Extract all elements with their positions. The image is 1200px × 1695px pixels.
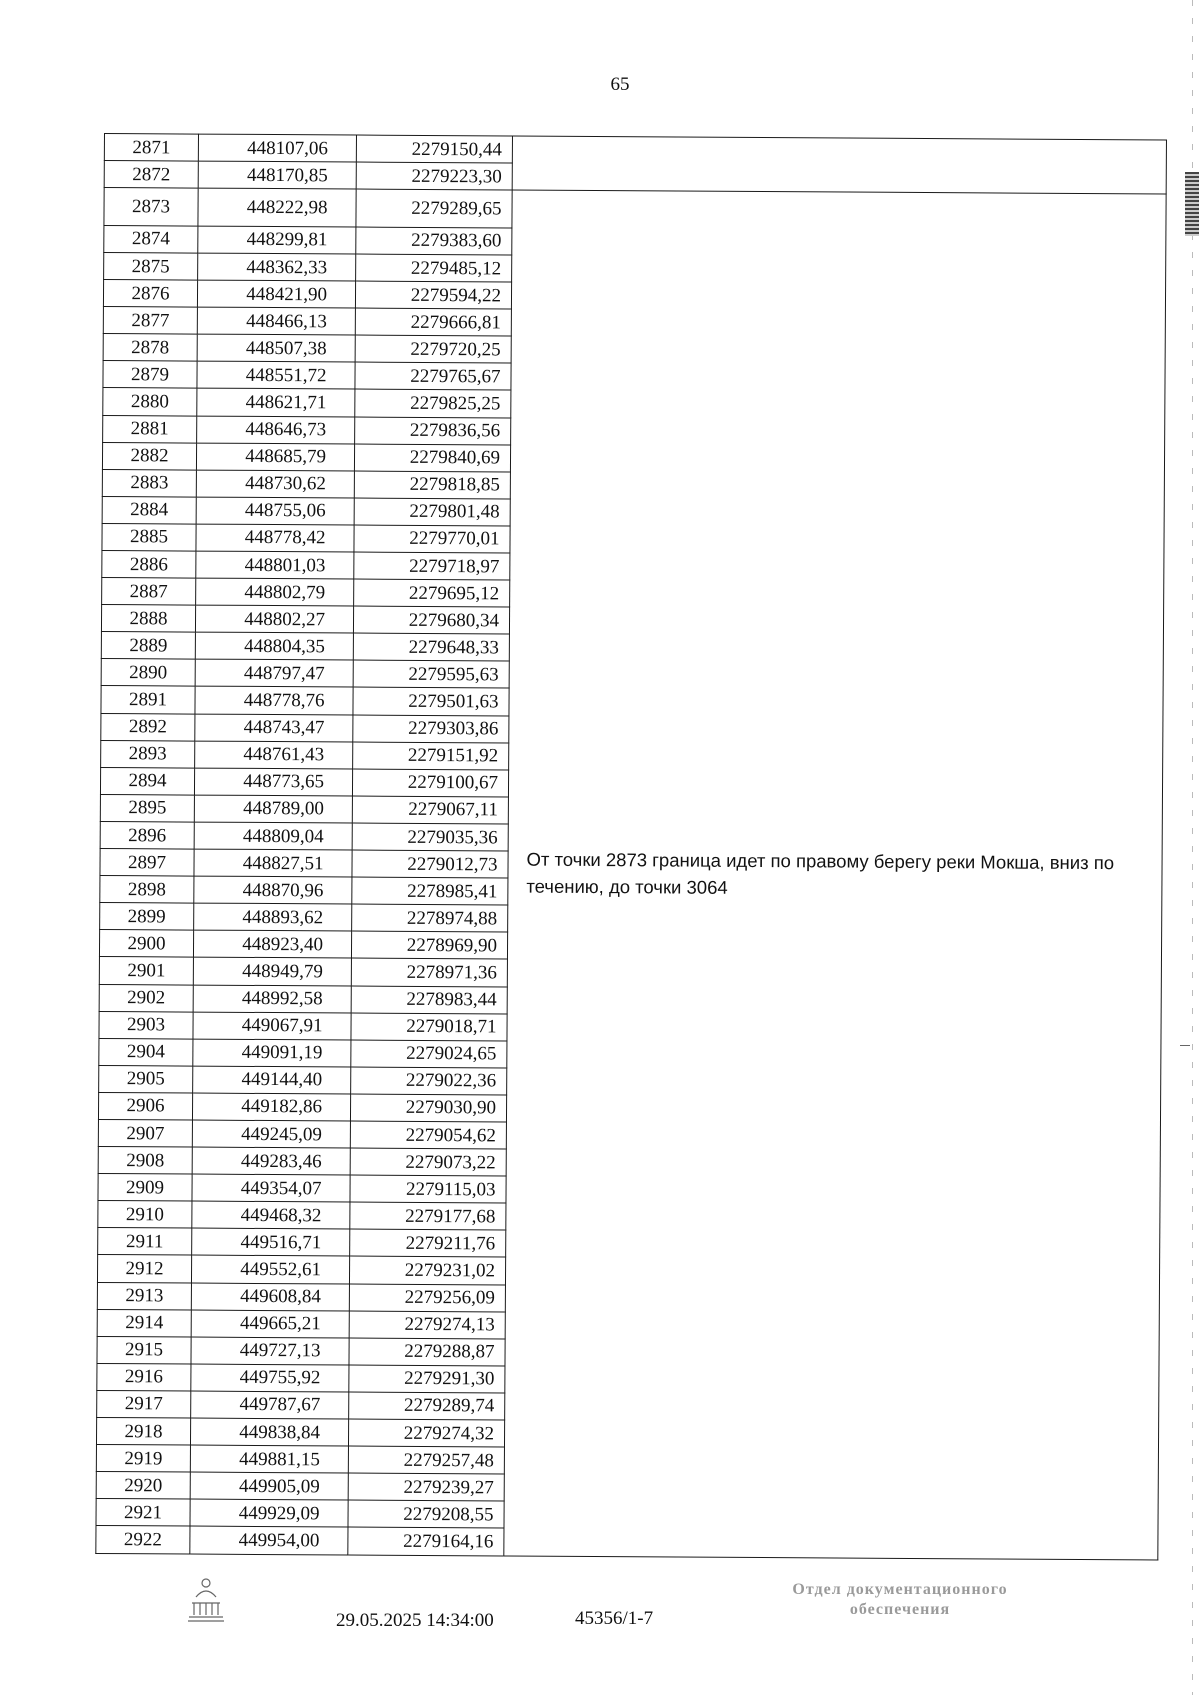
- y-coordinate-cell: 2279648,33: [353, 633, 509, 661]
- y-coordinate-cell: 2279239,27: [348, 1473, 504, 1501]
- stamp-line-2: обеспечения: [849, 1601, 951, 1618]
- point-number-cell: 2874: [104, 225, 198, 253]
- y-coordinate-cell: 2279818,85: [354, 471, 510, 499]
- department-stamp: [770, 1580, 1030, 1620]
- empty-description-cell: [512, 136, 1166, 194]
- x-coordinate-cell: 449182,86: [192, 1093, 350, 1121]
- x-coordinate-cell: 448801,03: [196, 551, 354, 579]
- scan-margin-mark: [1185, 172, 1199, 236]
- x-coordinate-cell: 448802,27: [195, 605, 353, 633]
- x-coordinate-cell: 449516,71: [192, 1228, 350, 1256]
- x-coordinate-cell: 448646,73: [197, 416, 355, 444]
- y-coordinate-cell: 2279840,69: [354, 444, 510, 472]
- y-coordinate-cell: 2279291,30: [349, 1365, 505, 1393]
- point-number-cell: 2877: [103, 307, 197, 335]
- point-number-cell: 2872: [104, 161, 198, 189]
- y-coordinate-cell: 2279594,22: [355, 281, 511, 309]
- y-coordinate-cell: 2279151,92: [353, 742, 509, 770]
- y-coordinate-cell: 2279501,63: [353, 688, 509, 716]
- y-coordinate-cell: 2279067,11: [352, 796, 508, 824]
- x-coordinate-cell: 448551,72: [197, 361, 355, 389]
- x-coordinate-cell: 449245,09: [192, 1120, 350, 1148]
- point-number-cell: 2900: [99, 930, 193, 958]
- point-number-cell: 2906: [98, 1092, 192, 1120]
- coordinates-table: [95, 133, 1167, 1560]
- y-coordinate-cell: 2279100,67: [352, 769, 508, 797]
- point-number-cell: 2907: [98, 1119, 192, 1147]
- y-coordinate-cell: 2279289,74: [349, 1392, 505, 1420]
- x-coordinate-cell: 449552,61: [191, 1256, 349, 1284]
- point-number-cell: 2880: [103, 388, 197, 416]
- y-coordinate-cell: 2278969,90: [351, 931, 507, 959]
- point-number-cell: 2909: [98, 1174, 192, 1202]
- point-number-cell: 2908: [98, 1147, 192, 1175]
- y-coordinate-cell: 2279720,25: [355, 335, 511, 363]
- coordinates-table-body: [96, 134, 1167, 1560]
- y-coordinate-cell: 2279018,71: [351, 1013, 507, 1041]
- y-coordinate-cell: 2278971,36: [351, 958, 507, 986]
- x-coordinate-cell: 448685,79: [196, 443, 354, 471]
- x-coordinate-cell: 448507,38: [197, 334, 355, 362]
- point-number-cell: 2918: [96, 1417, 190, 1445]
- x-coordinate-cell: 448743,47: [195, 714, 353, 742]
- x-coordinate-cell: 448870,96: [194, 876, 352, 904]
- point-number-cell: 2887: [102, 578, 196, 606]
- y-coordinate-cell: 2279289,65: [356, 189, 512, 228]
- stamp-line-1: Отдел документационного: [792, 1581, 1008, 1598]
- x-coordinate-cell: 448893,62: [194, 903, 352, 931]
- x-coordinate-cell: 449787,67: [191, 1391, 349, 1419]
- y-coordinate-cell: 2279666,81: [355, 308, 511, 336]
- y-coordinate-cell: 2279836,56: [355, 417, 511, 445]
- point-number-cell: 2889: [101, 632, 195, 660]
- point-number-cell: 2871: [104, 134, 198, 162]
- table-row: [104, 188, 1166, 232]
- x-coordinate-cell: 448421,90: [197, 280, 355, 308]
- x-coordinate-cell: 449144,40: [193, 1066, 351, 1094]
- y-coordinate-cell: 2279765,67: [355, 362, 511, 390]
- y-coordinate-cell: 2279695,12: [354, 579, 510, 607]
- point-number-cell: 2888: [101, 605, 195, 633]
- x-coordinate-cell: 448827,51: [194, 849, 352, 877]
- y-coordinate-cell: 2279825,25: [355, 389, 511, 417]
- point-number-cell: 2916: [97, 1363, 191, 1391]
- y-coordinate-cell: 2279223,30: [356, 162, 512, 190]
- scan-margin-tick: [1180, 1045, 1190, 1046]
- point-number-cell: 2890: [101, 659, 195, 687]
- x-coordinate-cell: 448797,47: [195, 659, 353, 687]
- y-coordinate-cell: 2279177,68: [350, 1202, 506, 1230]
- point-number-cell: 2879: [103, 361, 197, 389]
- x-coordinate-cell: 448789,00: [194, 795, 352, 823]
- y-coordinate-cell: 2279383,60: [356, 227, 512, 255]
- y-coordinate-cell: 2279256,09: [349, 1284, 505, 1312]
- y-coordinate-cell: 2279211,76: [350, 1229, 506, 1257]
- x-coordinate-cell: 449283,46: [192, 1147, 350, 1175]
- y-coordinate-cell: 2279164,16: [348, 1527, 504, 1556]
- boundary-description-cell: [504, 190, 1166, 1560]
- point-number-cell: 2905: [99, 1065, 193, 1093]
- x-coordinate-cell: 448362,33: [198, 253, 356, 281]
- point-number-cell: 2876: [103, 280, 197, 308]
- x-coordinate-cell: 449838,84: [190, 1418, 348, 1446]
- y-coordinate-cell: 2279680,34: [353, 606, 509, 634]
- x-coordinate-cell: 449755,92: [191, 1364, 349, 1392]
- x-coordinate-cell: 449881,15: [190, 1445, 348, 1473]
- y-coordinate-cell: 2279054,62: [350, 1121, 506, 1149]
- y-coordinate-cell: 2279288,87: [349, 1338, 505, 1366]
- x-coordinate-cell: 449727,13: [191, 1337, 349, 1365]
- y-coordinate-cell: 2279012,73: [352, 850, 508, 878]
- point-number-cell: 2884: [102, 496, 196, 524]
- x-coordinate-cell: 449067,91: [193, 1012, 351, 1040]
- x-coordinate-cell: 448621,71: [197, 389, 355, 417]
- x-coordinate-cell: 449091,19: [193, 1039, 351, 1067]
- x-coordinate-cell: 449929,09: [190, 1499, 348, 1527]
- y-coordinate-cell: 2279030,90: [350, 1094, 506, 1122]
- y-coordinate-cell: 2278983,44: [351, 986, 507, 1014]
- y-coordinate-cell: 2279231,02: [349, 1256, 505, 1284]
- point-number-cell: 2901: [99, 957, 193, 985]
- point-number-cell: 2922: [96, 1526, 190, 1554]
- x-coordinate-cell: 448755,06: [196, 497, 354, 525]
- point-number-cell: 2875: [104, 252, 198, 280]
- point-number-cell: 2920: [96, 1472, 190, 1500]
- point-number-cell: 2911: [98, 1228, 192, 1256]
- y-coordinate-cell: 2279485,12: [356, 254, 512, 282]
- point-number-cell: 2912: [97, 1255, 191, 1283]
- y-coordinate-cell: 2279035,36: [352, 823, 508, 851]
- office-logo-icon: [184, 1575, 228, 1623]
- y-coordinate-cell: 2279257,48: [348, 1446, 504, 1474]
- x-coordinate-cell: 448107,06: [198, 134, 356, 162]
- point-number-cell: 2915: [97, 1336, 191, 1364]
- point-number-cell: 2904: [99, 1038, 193, 1066]
- x-coordinate-cell: 448802,79: [196, 578, 354, 606]
- point-number-cell: 2878: [103, 334, 197, 362]
- x-coordinate-cell: 448992,58: [193, 985, 351, 1013]
- point-number-cell: 2919: [96, 1445, 190, 1473]
- point-number-cell: 2897: [100, 849, 194, 877]
- x-coordinate-cell: 448761,43: [195, 741, 353, 769]
- x-coordinate-cell: 448466,13: [197, 307, 355, 335]
- y-coordinate-cell: 2279073,22: [350, 1148, 506, 1176]
- point-number-cell: 2902: [99, 984, 193, 1012]
- boundary-description-text: От точки 2873 граница идет по правому берегу реки Мокша, вниз по течению, до точки 3064: [526, 848, 1115, 898]
- point-number-cell: 2921: [96, 1499, 190, 1527]
- point-number-cell: 2893: [101, 740, 195, 768]
- y-coordinate-cell: 2278985,41: [352, 877, 508, 905]
- coordinates-sheet: [95, 133, 1166, 1560]
- point-number-cell: 2873: [104, 188, 198, 226]
- point-number-cell: 2883: [102, 469, 196, 497]
- page-number: 65: [610, 74, 630, 95]
- x-coordinate-cell: 448222,98: [198, 188, 356, 227]
- y-coordinate-cell: 2279115,03: [350, 1175, 506, 1203]
- y-coordinate-cell: 2279024,65: [351, 1040, 507, 1068]
- x-coordinate-cell: 449468,32: [192, 1201, 350, 1229]
- point-number-cell: 2895: [100, 794, 194, 822]
- y-coordinate-cell: 2279303,86: [353, 715, 509, 743]
- point-number-cell: 2917: [97, 1390, 191, 1418]
- x-coordinate-cell: 448778,76: [195, 687, 353, 715]
- point-number-cell: 2898: [100, 876, 194, 904]
- point-number-cell: 2882: [102, 442, 196, 470]
- x-coordinate-cell: 448730,62: [196, 470, 354, 498]
- point-number-cell: 2899: [100, 903, 194, 931]
- point-number-cell: 2881: [103, 415, 197, 443]
- y-coordinate-cell: 2278974,88: [352, 904, 508, 932]
- x-coordinate-cell: 449608,84: [191, 1283, 349, 1311]
- y-coordinate-cell: 2279718,97: [354, 552, 510, 580]
- x-coordinate-cell: 448299,81: [198, 226, 356, 254]
- x-coordinate-cell: 449354,07: [192, 1174, 350, 1202]
- point-number-cell: 2886: [102, 551, 196, 579]
- y-coordinate-cell: 2279274,13: [349, 1311, 505, 1339]
- y-coordinate-cell: 2279274,32: [348, 1419, 504, 1447]
- point-number-cell: 2894: [100, 767, 194, 795]
- x-coordinate-cell: 448804,35: [195, 632, 353, 660]
- x-coordinate-cell: 449665,21: [191, 1310, 349, 1338]
- x-coordinate-cell: 448170,85: [198, 161, 356, 189]
- y-coordinate-cell: 2279801,48: [354, 498, 510, 526]
- x-coordinate-cell: 448949,79: [193, 957, 351, 985]
- y-coordinate-cell: 2279150,44: [356, 135, 512, 163]
- footer-doc-code: 45356/1-7: [575, 1608, 654, 1629]
- point-number-cell: 2891: [101, 686, 195, 714]
- point-number-cell: 2913: [97, 1282, 191, 1310]
- point-number-cell: 2896: [100, 821, 194, 849]
- scan-edge-line: [1192, 0, 1193, 1695]
- footer-date: 29.05.2025 14:34:00: [336, 1610, 494, 1631]
- y-coordinate-cell: 2279595,63: [353, 660, 509, 688]
- point-number-cell: 2885: [102, 523, 196, 551]
- x-coordinate-cell: 448809,04: [194, 822, 352, 850]
- point-number-cell: 2914: [97, 1309, 191, 1337]
- x-coordinate-cell: 448923,40: [193, 930, 351, 958]
- point-number-cell: 2892: [101, 713, 195, 741]
- y-coordinate-cell: 2279022,36: [351, 1067, 507, 1095]
- y-coordinate-cell: 2279770,01: [354, 525, 510, 553]
- point-number-cell: 2910: [98, 1201, 192, 1229]
- x-coordinate-cell: 449905,09: [190, 1472, 348, 1500]
- point-number-cell: 2903: [99, 1011, 193, 1039]
- x-coordinate-cell: 448773,65: [194, 768, 352, 796]
- x-coordinate-cell: 449954,00: [190, 1526, 348, 1555]
- x-coordinate-cell: 448778,42: [196, 524, 354, 552]
- y-coordinate-cell: 2279208,55: [348, 1500, 504, 1528]
